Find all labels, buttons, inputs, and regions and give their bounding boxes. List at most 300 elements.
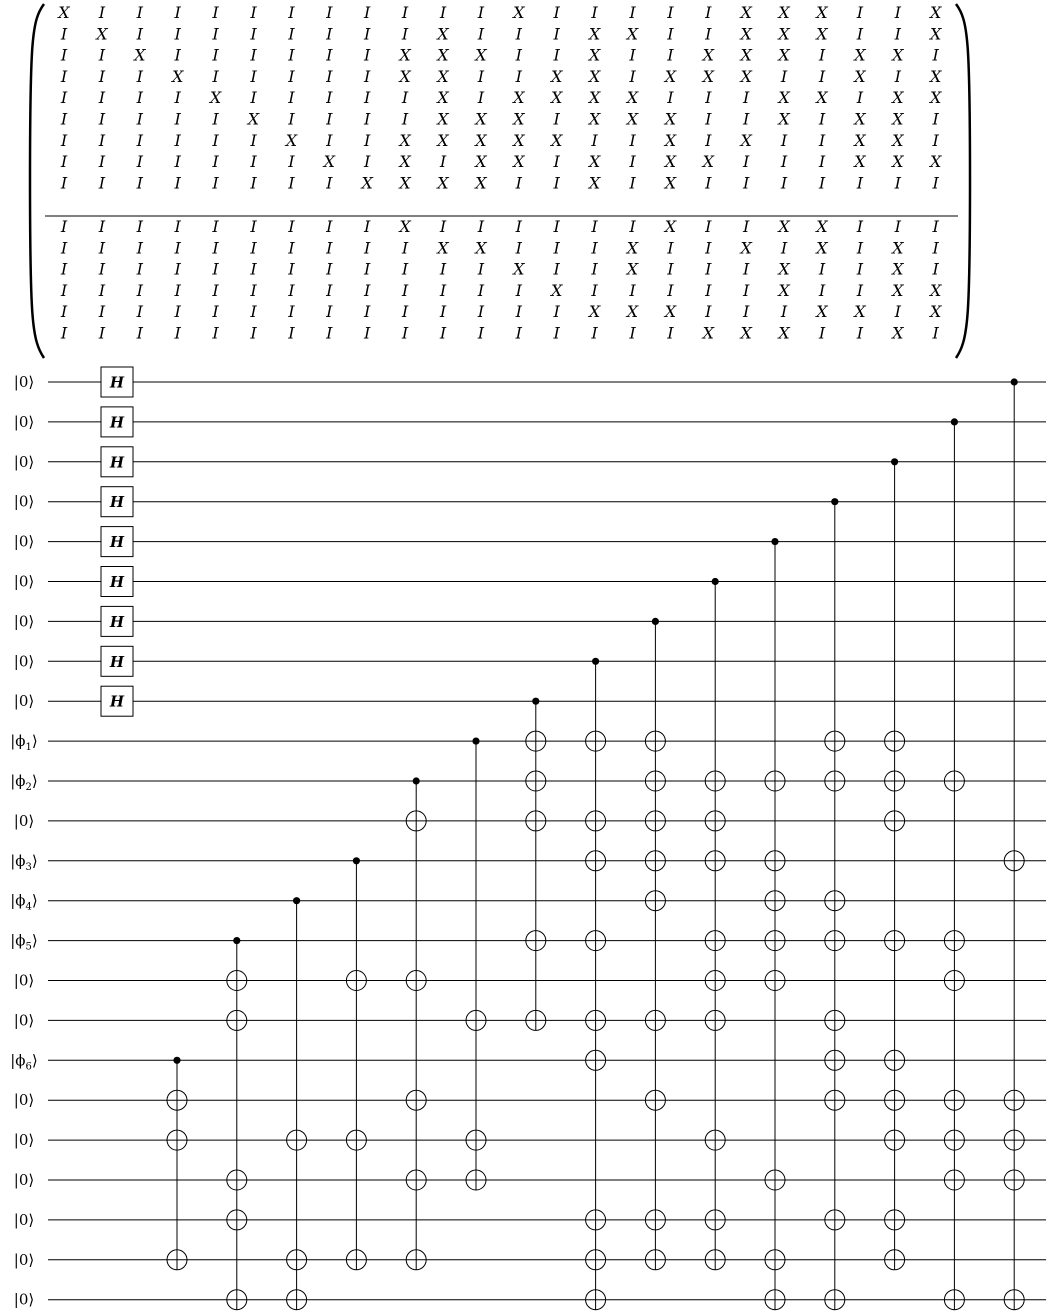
matrix-cell: I (591, 130, 598, 150)
target-xor (765, 851, 785, 871)
target-xor (586, 1210, 606, 1230)
matrix-cell: I (629, 152, 636, 172)
matrix-cell: I (629, 323, 636, 343)
target-xor (944, 771, 964, 791)
matrix-cell: X (816, 302, 828, 322)
target-xor (944, 1130, 964, 1150)
matrix-cell: I (288, 302, 295, 322)
matrix-cell: I (288, 24, 295, 44)
matrix-cell: I (288, 45, 295, 65)
matrix-cell: I (894, 302, 901, 322)
matrix-cell: I (818, 173, 826, 193)
matrix-cell: X (930, 88, 942, 108)
matrix-cell: I (250, 238, 257, 258)
target-xor (705, 1010, 725, 1030)
matrix-cell: I (780, 66, 788, 86)
target-xor (705, 771, 725, 791)
matrix-cell: I (174, 24, 181, 44)
target-xor (765, 971, 785, 991)
matrix-cell: X (854, 152, 866, 172)
matrix-cell: I (932, 130, 939, 150)
matrix-cell: I (174, 259, 181, 279)
target-xor (167, 1130, 187, 1150)
control-dot (532, 698, 539, 705)
matrix-cell: I (136, 173, 143, 193)
matrix-cell: X (475, 152, 487, 172)
matrix-cell: X (399, 173, 411, 193)
matrix-cell: I (401, 323, 409, 343)
matrix-cell: I (288, 323, 295, 343)
matrix-cell: I (364, 66, 371, 86)
matrix-cell: I (705, 109, 712, 129)
matrix-cell: I (250, 66, 257, 86)
target-xor (227, 1290, 247, 1310)
matrix-cell: I (894, 217, 901, 236)
target-xor (765, 891, 785, 911)
matrix-cell: X (854, 109, 866, 129)
matrix-cell: I (705, 217, 712, 236)
wire-label: |0⟩ (13, 572, 35, 591)
matrix-cell: I (439, 3, 447, 22)
matrix-cell: X (475, 109, 487, 129)
matrix-cell: I (364, 45, 371, 65)
matrix-cell: I (212, 45, 219, 65)
matrix-cell: I (98, 280, 106, 300)
wire-label: |0⟩ (13, 1210, 35, 1229)
matrix-cell: I (591, 323, 598, 343)
wire-label: |0⟩ (13, 1011, 35, 1030)
target-xor (645, 1210, 665, 1230)
matrix-cell: I (667, 280, 674, 300)
matrix-cell: I (326, 173, 333, 193)
target-xor (526, 731, 546, 751)
matrix-cell: I (250, 302, 257, 322)
matrix-cell: I (477, 24, 485, 44)
matrix-cell: I (667, 259, 674, 279)
matrix-cell: I (60, 217, 68, 236)
matrix-cell: I (174, 173, 181, 193)
matrix-cell: I (515, 323, 522, 343)
matrix-cell: I (60, 109, 68, 129)
matrix-cell: I (667, 323, 674, 343)
matrix-cell: I (477, 323, 485, 343)
matrix-cell: I (629, 45, 636, 65)
matrix-cell: I (856, 280, 864, 300)
matrix-cell: I (894, 3, 901, 22)
target-xor (645, 811, 665, 831)
matrix-cell: X (323, 152, 335, 172)
matrix-cell: I (364, 24, 371, 44)
matrix-cell: X (892, 323, 904, 343)
target-xor (885, 1050, 905, 1070)
matrix-cell: I (818, 109, 826, 129)
matrix-cell: I (326, 130, 333, 150)
target-xor (586, 851, 606, 871)
target-xor (825, 771, 845, 791)
matrix-cell: I (98, 173, 106, 193)
target-xor (227, 1210, 247, 1230)
matrix-cell: X (551, 88, 563, 108)
matrix-cell: I (439, 280, 447, 300)
matrix-cell: I (326, 302, 333, 322)
matrix-cell: X (740, 323, 752, 343)
matrix-cell: X (892, 152, 904, 172)
matrix-cell: I (250, 323, 257, 343)
matrix-cell: I (856, 3, 864, 22)
target-xor (825, 731, 845, 751)
matrix-cell: X (513, 130, 525, 150)
wire-label-subscript: 3 (25, 861, 32, 873)
matrix-cell: I (250, 24, 257, 44)
matrix-cell: I (288, 66, 295, 86)
matrix-cell: X (437, 24, 449, 44)
hadamard-gate (101, 367, 133, 397)
matrix-cell: I (326, 3, 333, 22)
matrix-cell: I (515, 302, 522, 322)
matrix-cell: X (892, 109, 904, 129)
matrix-cell: I (250, 45, 257, 65)
matrix-cell: I (591, 238, 598, 258)
matrix-cell: I (288, 259, 295, 279)
matrix-cell: X (588, 24, 601, 44)
matrix-cell: I (250, 3, 257, 22)
matrix-cell: I (743, 217, 750, 236)
matrix-cell: I (401, 88, 409, 108)
matrix-cell: I (743, 173, 750, 193)
matrix-cell: I (932, 323, 939, 343)
stabilizer-matrix (30, 3, 970, 358)
matrix-cell: I (136, 259, 143, 279)
target-xor (705, 931, 725, 951)
wire-label: |0⟩ (13, 532, 35, 551)
matrix-cell: I (326, 66, 333, 86)
hadamard-gate (101, 646, 133, 676)
target-xor (586, 731, 606, 751)
hadamard-gate-label: H (109, 652, 125, 671)
matrix-cell: I (780, 238, 788, 258)
wire-label: |0⟩ (13, 492, 35, 511)
matrix-cell: I (553, 152, 560, 172)
matrix-cell: X (361, 173, 373, 193)
matrix-cell: X (513, 3, 525, 22)
matrix-cell: I (591, 3, 598, 22)
matrix-cell: I (780, 173, 788, 193)
matrix-cell: X (778, 3, 790, 22)
matrix-cell: I (250, 280, 257, 300)
matrix-cell: I (288, 238, 295, 258)
hadamard-gate (101, 487, 133, 517)
matrix-cell: I (136, 66, 143, 86)
matrix-cell: X (475, 45, 487, 65)
matrix-cell: I (212, 323, 219, 343)
target-xor (825, 1090, 845, 1110)
target-xor (526, 771, 546, 791)
matrix-cell: I (705, 24, 712, 44)
matrix-cell: I (60, 66, 68, 86)
matrix-cell: I (364, 88, 371, 108)
target-xor (944, 971, 964, 991)
matrix-cell: I (364, 323, 371, 343)
wire-label: |0⟩ (13, 373, 35, 391)
matrix-cell: X (664, 66, 677, 86)
target-xor (825, 931, 845, 951)
matrix-cell: I (743, 259, 750, 279)
target-xor (885, 931, 905, 951)
matrix-cell: I (288, 173, 295, 193)
target-xor (406, 1170, 426, 1190)
matrix-cell: I (818, 152, 826, 172)
target-xor (466, 1130, 486, 1150)
matrix-cell: X (588, 152, 601, 172)
matrix-cell: X (626, 24, 639, 44)
target-xor (645, 1250, 665, 1270)
matrix-cell: I (98, 152, 106, 172)
matrix-cell: X (513, 259, 525, 279)
matrix-cell: X (626, 259, 639, 279)
matrix-cell: X (778, 45, 790, 65)
matrix-cell: I (553, 259, 560, 279)
wire-label: |0⟩ (13, 811, 35, 830)
matrix-cell: I (212, 130, 219, 150)
matrix-cell: I (705, 259, 712, 279)
matrix-cell: I (932, 173, 939, 193)
matrix-cell: X (399, 130, 411, 150)
matrix-cell: I (326, 45, 333, 65)
target-xor (765, 931, 785, 951)
matrix-cell: I (401, 302, 409, 322)
matrix-cell: I (60, 259, 68, 279)
matrix-cell: X (626, 238, 639, 258)
target-xor (227, 1010, 247, 1030)
matrix-cell: I (98, 259, 106, 279)
control-dot (413, 777, 420, 784)
hadamard-gate (101, 606, 133, 636)
matrix-cell: I (98, 3, 106, 22)
matrix-cell: X (702, 323, 714, 343)
wire-label: |0⟩ (13, 692, 35, 711)
matrix-cell: I (364, 302, 371, 322)
target-xor (586, 1290, 606, 1310)
matrix-cell: X (740, 3, 752, 22)
target-xor (526, 811, 546, 831)
matrix-cell: X (437, 109, 449, 129)
target-xor (287, 1290, 307, 1310)
matrix-cell: X (930, 280, 942, 300)
matrix-cell: I (515, 66, 522, 86)
matrix-cell: X (892, 259, 904, 279)
matrix-cell: I (60, 173, 68, 193)
matrix-cell: I (705, 302, 712, 322)
matrix-cell: I (629, 280, 636, 300)
control-dot (712, 578, 719, 585)
target-xor (406, 1090, 426, 1110)
target-xor (705, 811, 725, 831)
target-xor (825, 1010, 845, 1030)
matrix-cell: X (475, 173, 487, 193)
matrix-cell: I (364, 3, 371, 22)
matrix-cell: I (250, 173, 257, 193)
matrix-cell: I (477, 259, 485, 279)
matrix-cell: I (98, 130, 106, 150)
target-xor (346, 971, 366, 991)
wire-label: |0⟩ (13, 412, 35, 431)
matrix-cell: I (364, 109, 371, 129)
target-xor (705, 851, 725, 871)
matrix-cell: I (629, 173, 636, 193)
control-dot (771, 538, 778, 545)
matrix-cell: I (288, 152, 295, 172)
hadamard-gate-label: H (109, 493, 125, 512)
matrix-cell: X (437, 130, 449, 150)
matrix-cell: I (326, 217, 333, 236)
matrix-cell: X (513, 152, 525, 172)
matrix-cell: I (136, 3, 143, 22)
quantum-circuit (10, 367, 1046, 1310)
matrix-cell: X (740, 238, 752, 258)
target-xor (885, 731, 905, 751)
wire-label: |0⟩ (13, 1290, 35, 1309)
matrix-cell: I (174, 302, 181, 322)
target-xor (825, 1050, 845, 1070)
wire-label: |0⟩ (13, 612, 35, 631)
target-xor (526, 931, 546, 951)
control-dot (891, 458, 898, 465)
matrix-cell: X (475, 238, 487, 258)
wire-label: $|\phi_1⟩$ (10, 732, 38, 754)
matrix-cell: I (667, 88, 674, 108)
matrix-cell: I (780, 152, 788, 172)
matrix-cell: X (626, 88, 639, 108)
wire-label: $|\phi_2⟩$ (10, 772, 38, 793)
matrix-cell: X (664, 217, 677, 236)
wire-label: |0⟩ (13, 1250, 35, 1269)
target-xor (167, 1250, 187, 1270)
hadamard-gate-label: H (109, 692, 125, 711)
matrix-cell: I (667, 45, 674, 65)
matrix-cell: I (250, 130, 257, 150)
matrix-cell: I (856, 173, 864, 193)
target-xor (227, 971, 247, 991)
target-xor (645, 851, 665, 871)
matrix-cell: X (892, 45, 904, 65)
matrix-cell: X (399, 45, 411, 65)
target-xor (645, 1010, 665, 1030)
matrix-cell: I (553, 3, 560, 22)
matrix-cell: I (326, 88, 333, 108)
wire-label: |0⟩ (13, 452, 35, 471)
matrix-cell: X (399, 66, 411, 86)
wire-label: |0⟩ (13, 1091, 35, 1110)
matrix-cell: I (629, 217, 636, 236)
matrix-cell: X (778, 259, 790, 279)
matrix-cell: X (740, 45, 752, 65)
matrix-cell: I (212, 259, 219, 279)
matrix-cell: X (399, 217, 411, 236)
matrix-cell: I (894, 24, 901, 44)
target-xor (765, 1170, 785, 1190)
matrix-cell: X (854, 302, 866, 322)
matrix-cell: X (247, 109, 260, 129)
matrix-cell: I (856, 259, 864, 279)
matrix-cell: X (551, 280, 563, 300)
matrix-cell: X (854, 45, 866, 65)
target-xor (705, 1210, 725, 1230)
target-xor (406, 1250, 426, 1270)
matrix-cell: I (60, 130, 68, 150)
matrix-cell: I (212, 173, 219, 193)
matrix-cell: I (553, 302, 560, 322)
matrix-cell: X (588, 66, 601, 86)
matrix-cell: X (551, 66, 563, 86)
wire-label: $|\phi_6⟩$ (10, 1051, 38, 1073)
target-xor (705, 1130, 725, 1150)
matrix-cell: I (477, 217, 485, 236)
target-xor (586, 1010, 606, 1030)
matrix-cell: I (591, 217, 598, 236)
matrix-cell: X (816, 3, 828, 22)
matrix-cell: I (477, 302, 485, 322)
matrix-cell: I (439, 152, 447, 172)
matrix-cell: X (892, 280, 904, 300)
target-xor (885, 1210, 905, 1230)
matrix-cell: X (778, 24, 790, 44)
matrix-cell: I (629, 130, 636, 150)
matrix-cell: I (818, 130, 826, 150)
target-xor (944, 1290, 964, 1310)
matrix-cell: I (477, 3, 485, 22)
hadamard-gate-label: H (109, 612, 125, 631)
matrix-cell: I (212, 109, 219, 129)
matrix-cell: X (778, 109, 790, 129)
matrix-cell: I (477, 88, 485, 108)
matrix-cell: X (513, 88, 525, 108)
matrix-cell: I (364, 152, 371, 172)
matrix-cell: I (98, 66, 106, 86)
matrix-cell: I (515, 280, 522, 300)
matrix-cell: X (664, 302, 677, 322)
matrix-cell: X (892, 130, 904, 150)
matrix-cell: I (212, 152, 219, 172)
matrix-cell: I (174, 152, 181, 172)
matrix-cell: I (250, 259, 257, 279)
target-xor (885, 1130, 905, 1150)
matrix-cell: X (816, 238, 828, 258)
matrix-cell: X (778, 88, 790, 108)
matrix-cell: X (740, 66, 752, 86)
matrix-cell: I (98, 217, 106, 236)
matrix-cell: I (288, 280, 295, 300)
matrix-cell: X (588, 302, 601, 322)
matrix-cell: I (98, 88, 106, 108)
target-xor (645, 891, 665, 911)
hadamard-gate-label: H (109, 413, 125, 432)
matrix-cell: I (856, 238, 864, 258)
target-xor (586, 931, 606, 951)
target-xor (645, 771, 665, 791)
matrix-cell: I (212, 217, 219, 236)
wire-label: $|\phi_5⟩$ (10, 931, 38, 953)
matrix-cell: I (364, 130, 371, 150)
matrix-cell: I (174, 280, 181, 300)
matrix-cell: I (136, 130, 143, 150)
matrix-cell: I (136, 88, 143, 108)
matrix-cell: I (326, 323, 333, 343)
matrix-cell: I (212, 3, 219, 22)
matrix-cell: X (740, 130, 752, 150)
matrix-cell: I (288, 3, 295, 22)
target-xor (944, 1090, 964, 1110)
matrix-cell: I (439, 323, 447, 343)
